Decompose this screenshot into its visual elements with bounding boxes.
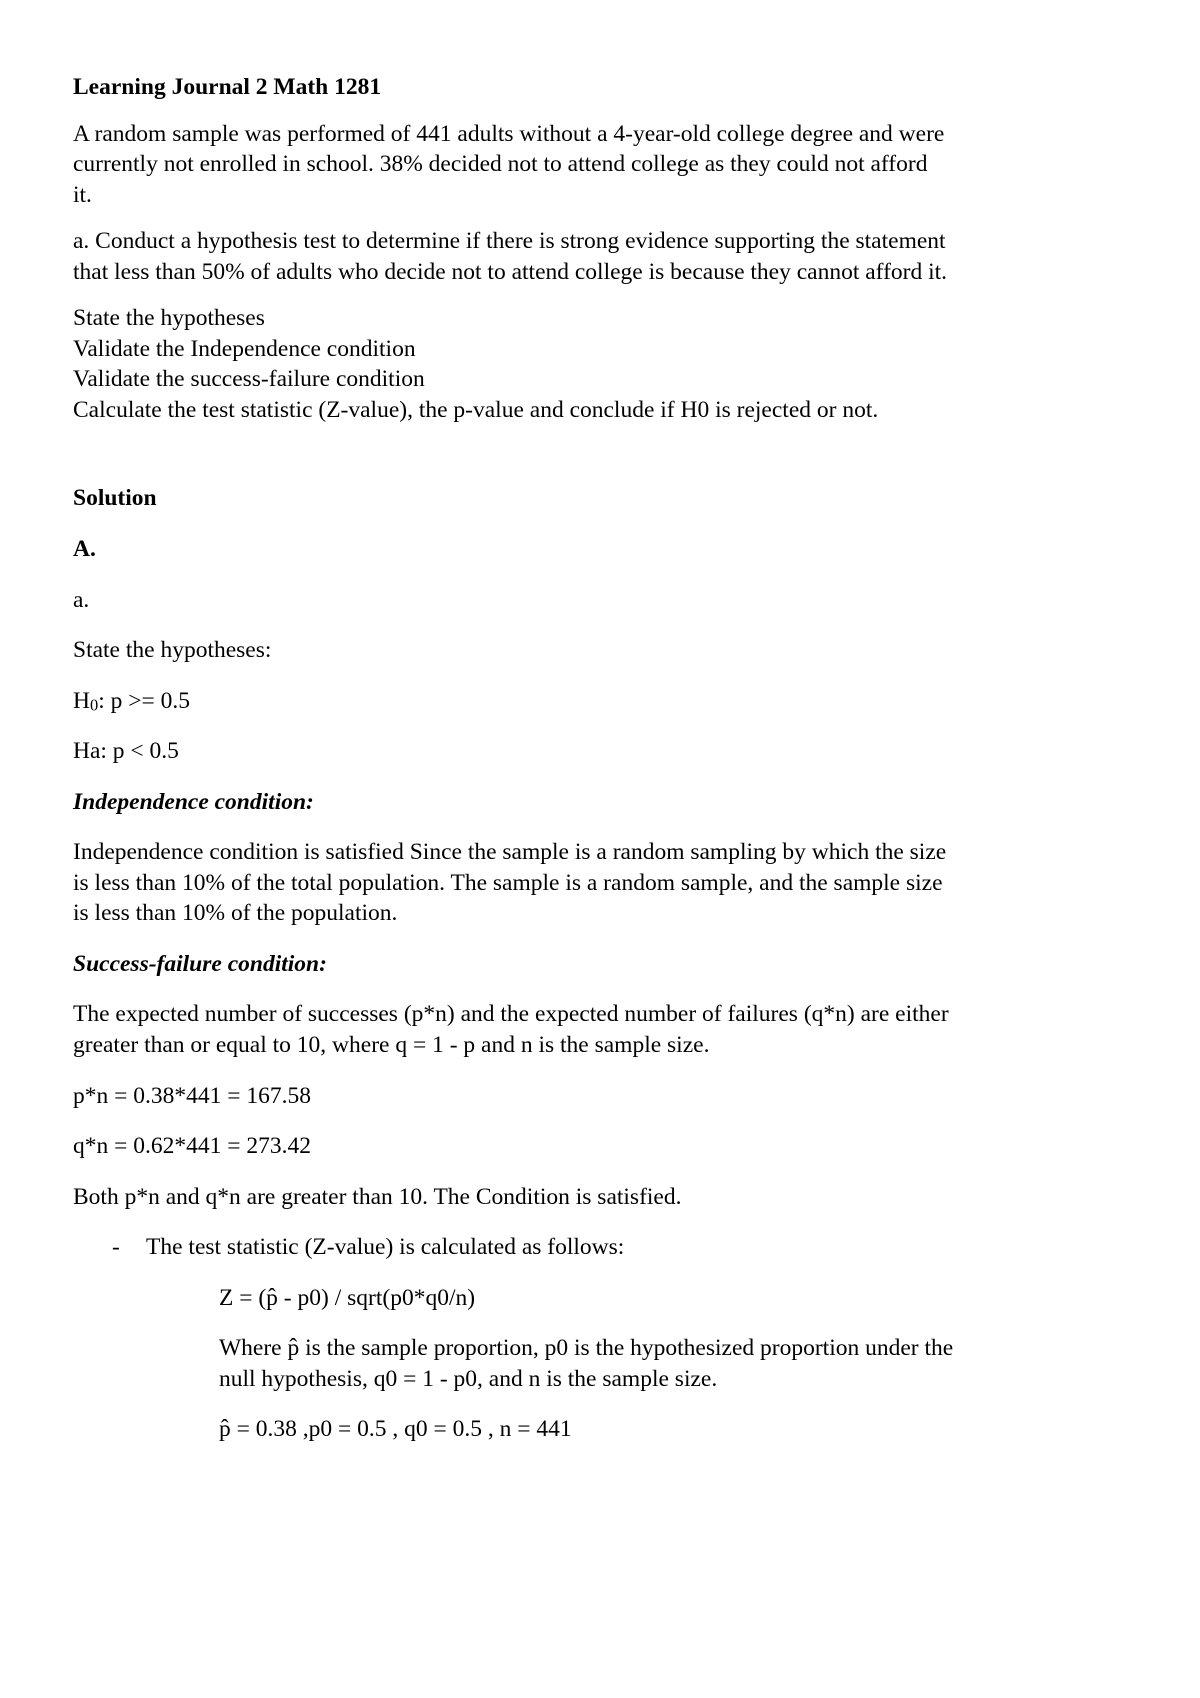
bullet-dash: - (112, 1234, 120, 1261)
bullet-text: The test statistic (Z-value) is calculated as follows: (146, 1234, 625, 1261)
sub-heading: a. (73, 586, 90, 613)
part-heading: A. (73, 536, 96, 563)
independence-line: is less than 10% of the total population. The sample is a random sample, and the sample size (73, 869, 943, 896)
condition-conclusion: Both p*n and q*n are greater than 10. The Condition is satisfied. (73, 1183, 682, 1210)
bullet-item (73, 1232, 1138, 1263)
task-item: Validate the Independence condition (73, 335, 416, 362)
h0-prefix: H (73, 687, 90, 714)
task-item: Validate the success-failure condition (73, 366, 425, 393)
h0-rest: : p >= 0.5 (98, 687, 190, 714)
independence-paragraph (73, 837, 1138, 929)
question-a-paragraph (73, 226, 1138, 287)
null-hypothesis (73, 686, 1138, 717)
independence-line: Independence condition is satisfied Since the sample is a random sampling by which the size (73, 839, 947, 866)
success-failure-line: greater than or equal to 10, where q = 1 - p and n is the sample size. (73, 1032, 710, 1059)
solution-heading: Solution (73, 485, 157, 512)
intro-paragraph (73, 119, 1138, 211)
alternative-hypothesis: Ha: p < 0.5 (73, 738, 179, 765)
z-formula: Z = (p̂ - p0) / sqrt(p0*q0/n) (219, 1284, 476, 1311)
hypotheses-label: State the hypotheses: (73, 637, 272, 664)
h0-subscript: 0 (89, 695, 99, 715)
document-title: Learning Journal 2 Math 1281 (73, 74, 382, 100)
independence-heading: Independence condition: (73, 788, 314, 815)
pn-calculation: p*n = 0.38*441 = 167.58 (73, 1082, 312, 1109)
question-line: that less than 50% of adults who decide not to attend college is because they cannot afford it. (73, 258, 948, 285)
independence-line: is less than 10% of the population. (73, 900, 398, 927)
task-list (73, 303, 1138, 425)
success-failure-heading: Success-failure condition: (73, 950, 327, 977)
document-body (73, 72, 1138, 1445)
where-line: Where p̂ is the sample proportion, p0 is the hypothesized proportion under the (219, 1335, 954, 1362)
task-item: Calculate the test statistic (Z-value), the p-value and conclude if H0 is rejected or not. (73, 396, 879, 423)
task-item: State the hypotheses (73, 305, 265, 332)
intro-line: currently not enrolled in school. 38% decided not to attend college as they could not afford (73, 151, 928, 178)
success-failure-line: The expected number of successes (p*n) and the expected number of failures (q*n) are either (73, 1001, 949, 1028)
values-line: p̂ = 0.38 ,p0 = 0.5 , q0 = 0.5 , n = 441 (219, 1416, 572, 1443)
intro-line: A random sample was performed of 441 adults without a 4-year-old college degree and were (73, 120, 945, 147)
where-line: null hypothesis, q0 = 1 - p0, and n is the sample size. (219, 1365, 718, 1392)
where-paragraph (73, 1333, 1138, 1394)
question-line: a. Conduct a hypothesis test to determine if there is strong evidence supporting the statement (73, 228, 946, 255)
success-failure-paragraph (73, 999, 1138, 1060)
qn-calculation: q*n = 0.62*441 = 273.42 (73, 1133, 312, 1160)
intro-line: it. (73, 181, 92, 208)
